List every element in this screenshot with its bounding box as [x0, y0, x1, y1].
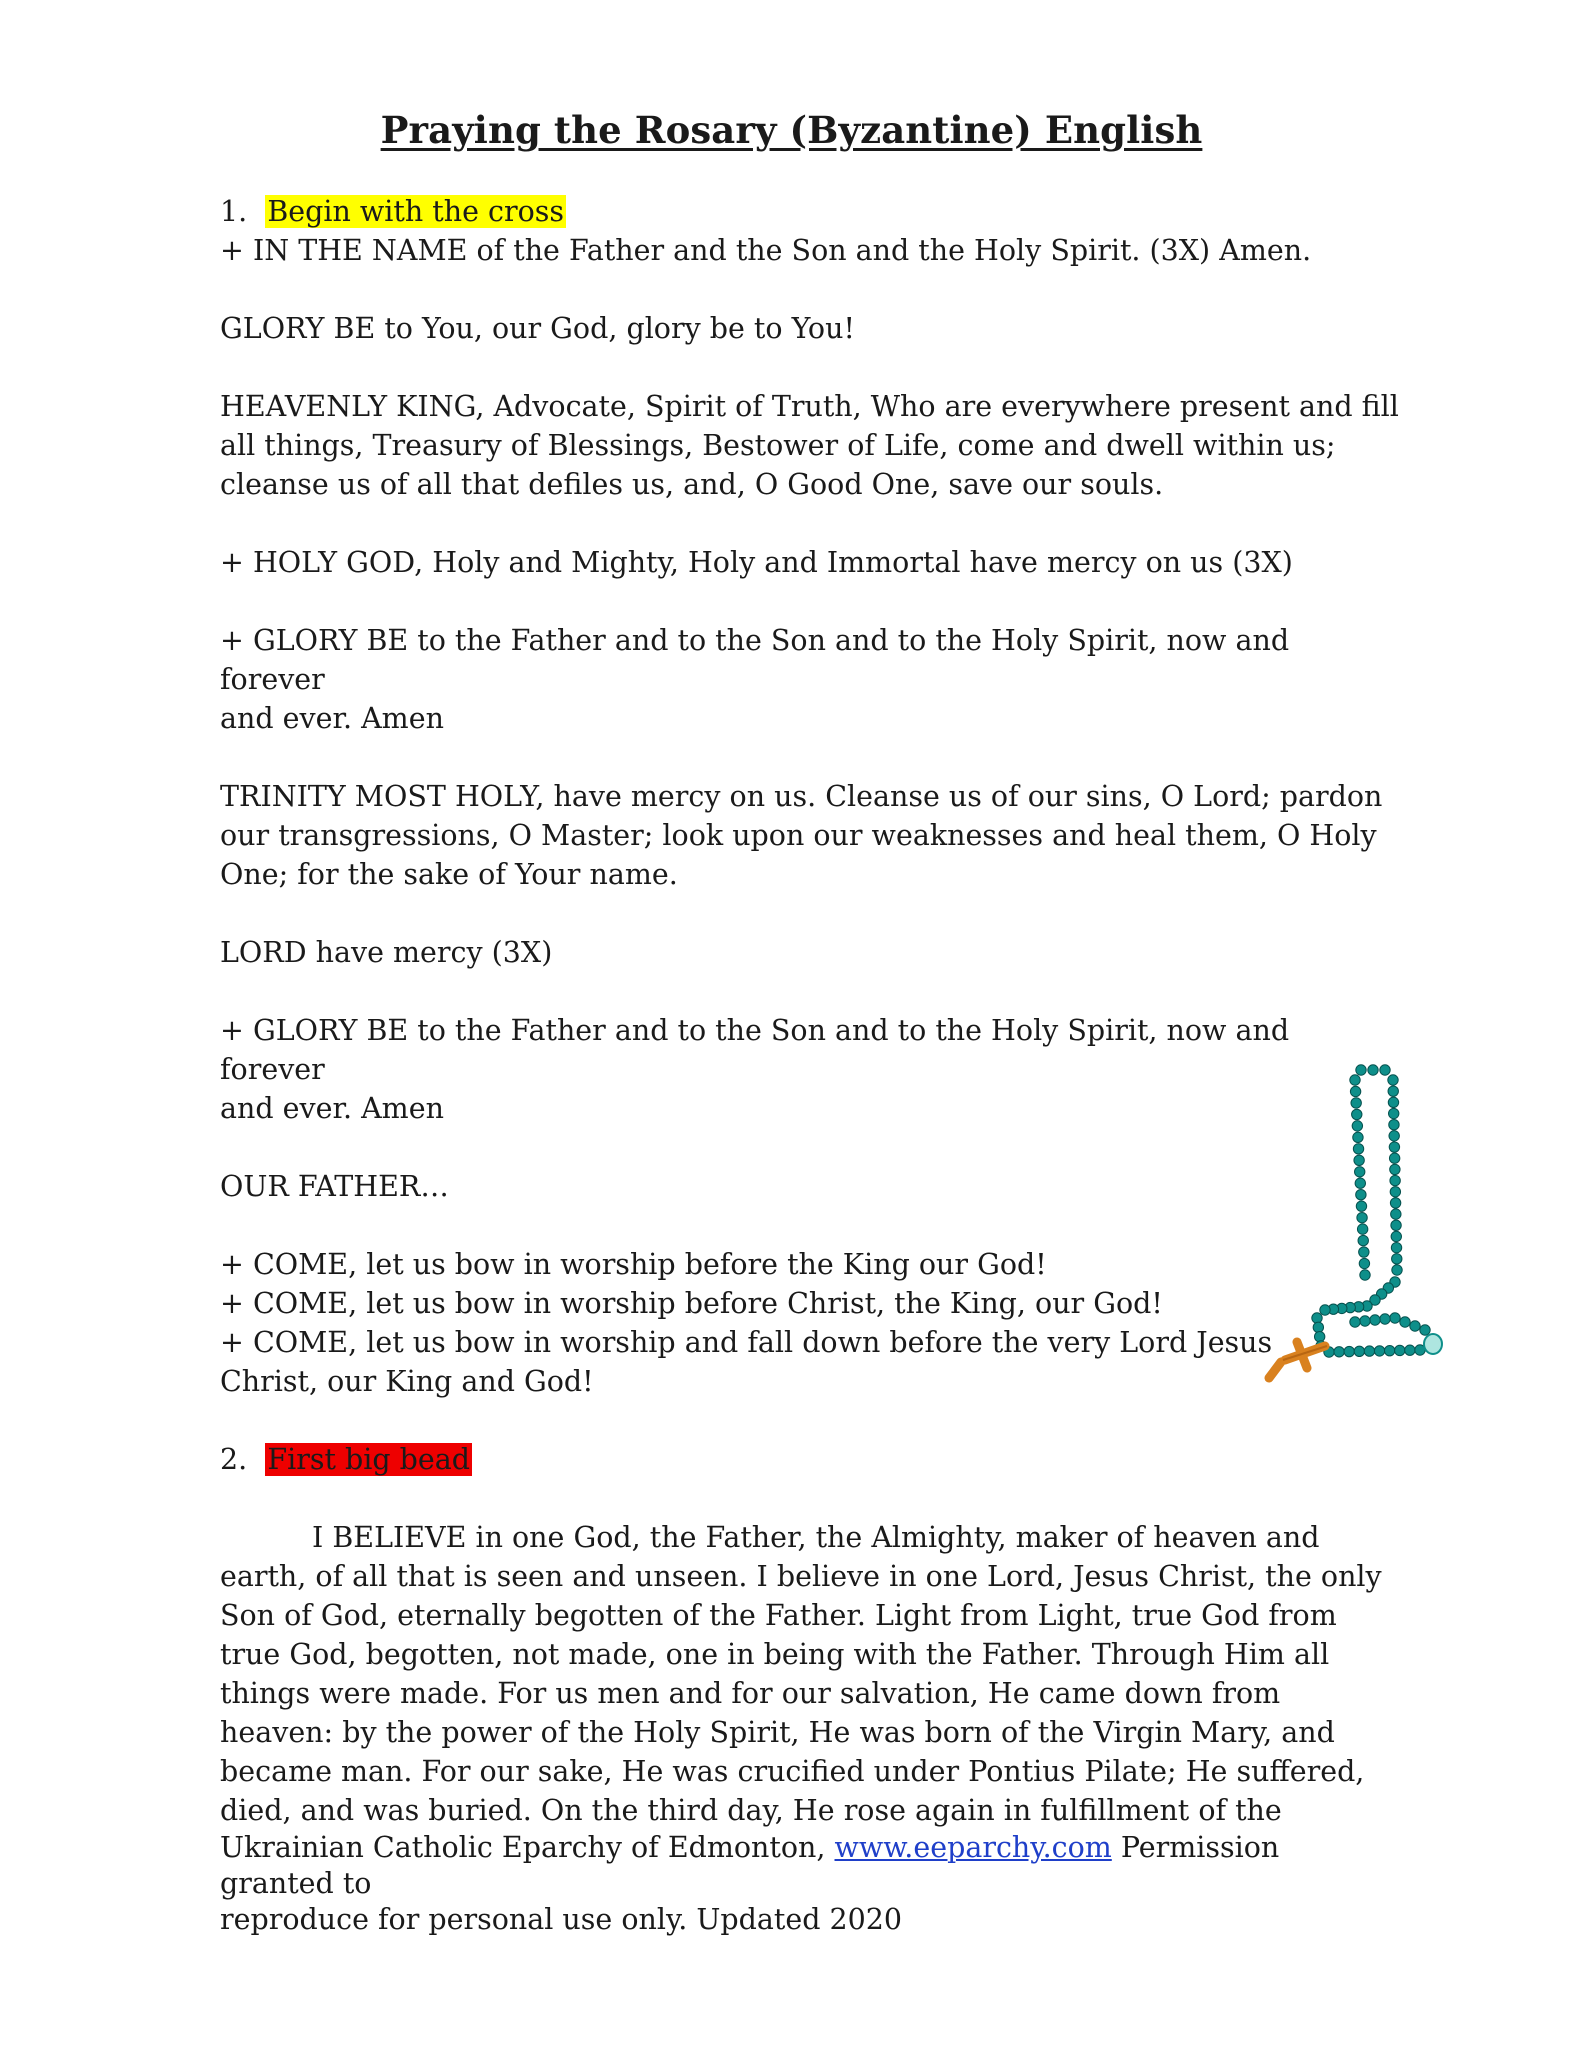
medal-icon — [1424, 1334, 1442, 1354]
rosary-bead — [1405, 1345, 1415, 1355]
section-1-heading-text: Begin with the cross — [267, 195, 565, 228]
paragraph-holy-god: + HOLY GOD, Holy and Mighty, Holy and Immortal have mercy on us (3X) — [220, 546, 1293, 579]
text-line: Son of God, eternally begotten of the Father. Light from Light, true God from — [220, 1599, 1337, 1632]
footer-line-2: reproduce for personal use only. Updated 2020 — [220, 1903, 903, 1936]
rosary-bead — [1391, 1231, 1401, 1241]
rosary-bead — [1368, 1065, 1378, 1075]
rosary-bead — [1352, 1121, 1362, 1131]
rosary-bead — [1390, 1175, 1400, 1185]
rosary-bead — [1389, 1108, 1399, 1118]
rosary-bead — [1359, 1258, 1369, 1268]
text-line: things were made. For us men and for our salvation, He came down from — [220, 1677, 1281, 1710]
rosary-bead — [1384, 1345, 1394, 1355]
paragraph-lord-have-mercy: LORD have mercy (3X) — [220, 936, 553, 969]
text-line: true God, begotten, not made, one in being with the Father. Through Him all — [220, 1638, 1330, 1671]
rosary-bead — [1392, 1254, 1402, 1264]
rosary-bead — [1358, 1235, 1368, 1245]
paragraph-glory-be-father-1 — [220, 621, 1400, 738]
rosary-bead — [1355, 1167, 1365, 1177]
rosary-bead — [1353, 1144, 1363, 1154]
rosary-bead — [1380, 1314, 1390, 1324]
page-title: Praying the Rosary (Byzantine) English — [380, 108, 1203, 152]
text-line: and ever. Amen — [220, 702, 444, 735]
paragraph-trinity-most-holy — [220, 777, 1400, 894]
rosary-bead — [1400, 1317, 1410, 1327]
rosary-bead — [1314, 1331, 1324, 1341]
rosary-bead — [1390, 1313, 1400, 1323]
rosary-bead — [1356, 1201, 1366, 1211]
text-line: heaven: by the power of the Holy Spirit, He was born of the Virgin Mary, and — [220, 1716, 1335, 1749]
rosary-bead — [1370, 1315, 1380, 1325]
rosary-bead — [1364, 1346, 1374, 1356]
rosary-bead — [1389, 1131, 1399, 1141]
text-line — [220, 1518, 1400, 1557]
rosary-bead — [1354, 1346, 1364, 1356]
rosary-bead — [1389, 1153, 1399, 1163]
text-line: TRINITY MOST HOLY, have mercy on us. Cleanse us of our sins, O Lord; pardon — [220, 780, 1383, 813]
rosary-bead — [1356, 1190, 1366, 1200]
rosary-bead — [1351, 1098, 1361, 1108]
rosary-bead — [1344, 1346, 1354, 1356]
section-2-heading — [220, 1440, 1400, 1479]
rosary-bead — [1350, 1086, 1360, 1096]
text-line-content: I BELIEVE in one God, the Father, the Almighty, maker of heaven and — [312, 1521, 1320, 1554]
text-line: cleanse us of all that defiles us, and, O Good One, save our souls. — [220, 468, 1164, 501]
paragraph-in-the-name: + IN THE NAME of the Father and the Son and the Holy Spirit. (3X) Amen. — [220, 234, 1312, 267]
rosary-bead — [1390, 1187, 1400, 1197]
text-line: our transgressions, O Master; look upon our weaknesses and heal them, O Holy — [220, 819, 1377, 852]
paragraph-heavenly-king — [220, 387, 1400, 504]
eparchy-link[interactable]: www.eeparchy.com — [834, 1831, 1112, 1864]
rosary-bead — [1392, 1265, 1402, 1275]
section-2-heading-text: First big bead — [267, 1443, 470, 1476]
rosary-bead — [1334, 1347, 1344, 1357]
rosary-bead — [1395, 1345, 1405, 1355]
rosary-bead — [1320, 1305, 1330, 1315]
rosary-bead — [1353, 1132, 1363, 1142]
paragraph-i-believe — [220, 1518, 1400, 1830]
paragraph-glory-be-you: GLORY BE to You, our God, glory be to You! — [220, 312, 855, 345]
text-line: all things, Treasury of Blessings, Bestower of Life, come and dwell within us; — [220, 429, 1336, 462]
rosary-icon — [1255, 1060, 1455, 1440]
rosary-bead — [1390, 1198, 1400, 1208]
text-line: died, and was buried. On the third day, He rose again in fulfillment of the — [220, 1794, 1282, 1827]
rosary-bead — [1359, 1247, 1369, 1257]
rosary-bead — [1390, 1164, 1400, 1174]
text-line: Christ, our King and God! — [220, 1365, 594, 1398]
rosary-bead — [1312, 1313, 1322, 1323]
text-line: earth, of all that is seen and unseen. I believe in one Lord, Jesus Christ, the only — [220, 1560, 1382, 1593]
text-line: + GLORY BE to the Father and to the Son and to the Holy Spirit, now and forever — [220, 1014, 1290, 1086]
section-1-number: 1. — [220, 195, 248, 228]
page-footer — [220, 1830, 1400, 1938]
rosary-bead — [1350, 1075, 1360, 1085]
rosary-beads — [1312, 1065, 1430, 1357]
document-body — [220, 192, 1400, 1869]
rosary-bead — [1357, 1212, 1367, 1222]
rosary-bead — [1388, 1097, 1398, 1107]
rosary-bead — [1374, 1346, 1384, 1356]
paragraph-glory-be-father-2 — [220, 1011, 1400, 1128]
rosary-bead — [1313, 1322, 1323, 1332]
rosary-bead — [1352, 1109, 1362, 1119]
rosary-bead — [1356, 1065, 1366, 1075]
rosary-bead — [1410, 1321, 1420, 1331]
cross-icon — [1269, 1342, 1327, 1378]
rosary-bead — [1354, 1155, 1364, 1165]
rosary-bead — [1391, 1242, 1401, 1252]
rosary-bead — [1360, 1316, 1370, 1326]
text-line: One; for the sake of Your name. — [220, 858, 678, 891]
paragraph-come-let-us-bow — [220, 1245, 1400, 1401]
rosary-bead — [1420, 1325, 1430, 1335]
section-1-heading — [220, 192, 1400, 231]
rosary-bead — [1388, 1086, 1398, 1096]
section-2-number: 2. — [220, 1443, 248, 1476]
rosary-bead — [1360, 1270, 1370, 1280]
rosary-bead — [1357, 1224, 1367, 1234]
rosary-bead — [1380, 1065, 1390, 1075]
rosary-bead — [1389, 1142, 1399, 1152]
rosary-bead — [1391, 1209, 1401, 1219]
rosary-bead — [1391, 1220, 1401, 1230]
rosary-bead — [1350, 1317, 1360, 1327]
text-line: + COME, let us bow in worship before Christ, the King, our God! — [220, 1287, 1163, 1320]
text-line: + COME, let us bow in worship and fall down before the very Lord Jesus — [220, 1326, 1273, 1359]
footer-text: Ukrainian Catholic Eparchy of Edmonton, — [220, 1831, 835, 1864]
text-line: and ever. Amen — [220, 1092, 444, 1125]
footer-text-2: Permission granted to — [220, 1831, 1280, 1900]
paragraph-our-father: OUR FATHER… — [220, 1170, 449, 1203]
rosary-bead — [1389, 1120, 1399, 1130]
text-line: + COME, let us bow in worship before the King our God! — [220, 1248, 1047, 1281]
rosary-bead — [1355, 1178, 1365, 1188]
text-line: became man. For our sake, He was crucified under Pontius Pilate; He suffered, — [220, 1755, 1365, 1788]
text-line: HEAVENLY KING, Advocate, Spirit of Truth, Who are everywhere present and fill — [220, 390, 1399, 423]
text-line: + GLORY BE to the Father and to the Son and to the Holy Spirit, now and forever — [220, 624, 1290, 696]
rosary-bead — [1388, 1075, 1398, 1085]
